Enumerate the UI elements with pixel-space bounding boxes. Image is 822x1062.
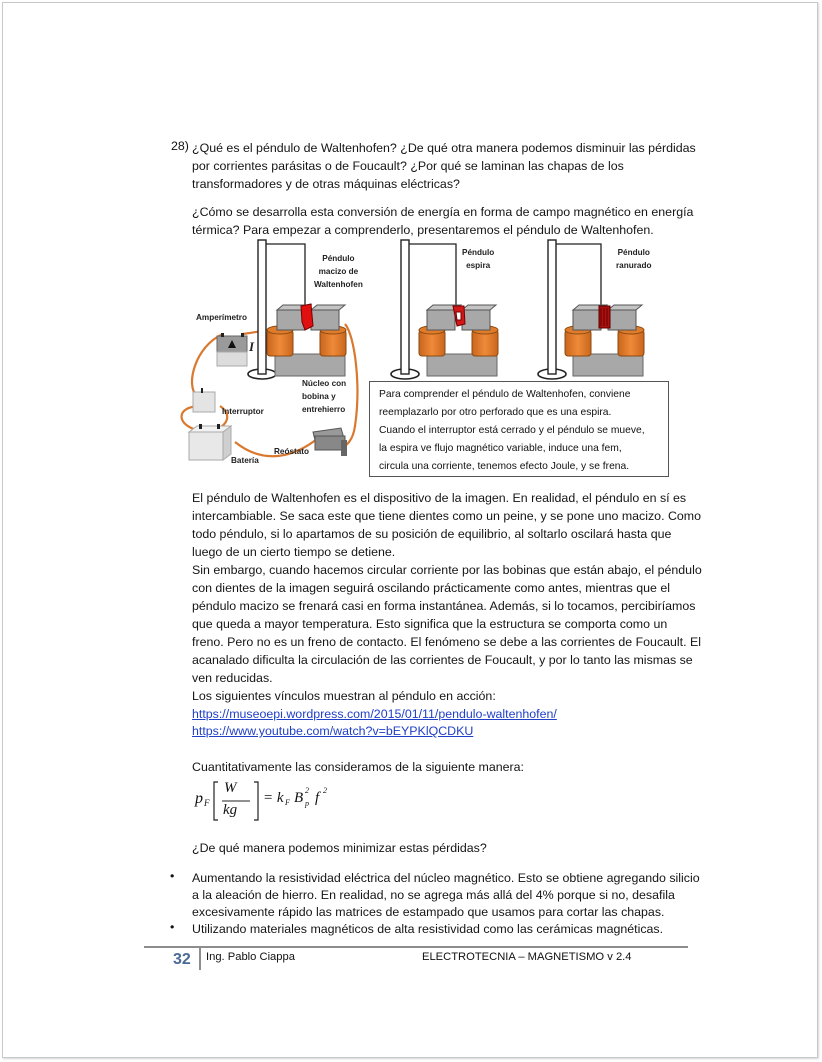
label-reostato: Reóstato bbox=[274, 447, 310, 456]
footer-separator bbox=[199, 948, 201, 970]
quantitative-intro: Cuantitativamente las consideramos de la siguiente manera: bbox=[192, 760, 524, 774]
formula-f-sup: 2 bbox=[323, 786, 327, 795]
formula-B: B bbox=[294, 790, 304, 806]
question-line: ¿Qué es el péndulo de Waltenhofen? ¿De qué otra manera podemos disminuir las pérdidas bbox=[192, 141, 696, 155]
body-line: El péndulo de Waltenhofen es el dispositivo de la imagen. En realidad, el péndulo en sí es bbox=[192, 491, 687, 505]
bullet-line: excesivamente rápido las matrices de estampado que usamos para cortar las chapas. bbox=[192, 905, 665, 919]
body-line: todo péndulo, si lo apartamos de su posición de equilibrio, al soltarlo oscilará hasta que bbox=[192, 527, 672, 541]
question-number: 28) bbox=[171, 139, 189, 153]
current-symbol: I bbox=[249, 339, 255, 354]
formula-unit-den: kg bbox=[223, 802, 238, 818]
question-line: transformadores y de otras máquinas eléctricas? bbox=[192, 177, 460, 191]
label-pendulo-espira: Péndulo espira bbox=[462, 248, 495, 270]
formula-p-sub: F bbox=[204, 798, 210, 808]
bullet-icon: • bbox=[170, 869, 175, 883]
footer-doc-title: ELECTROTECNIA – MAGNETISMO v 2.4 bbox=[422, 951, 632, 963]
formula-k-sub: F bbox=[285, 798, 290, 807]
label-interruptor: Interruptor bbox=[222, 407, 264, 416]
body-line: intercambiable. Se saca este que tiene dientes como un peine, y se pone uno macizo. Como bbox=[192, 509, 702, 523]
bullet-icon: • bbox=[170, 920, 175, 934]
question-minimize: ¿De qué manera podemos minimizar estas pérdidas? bbox=[192, 841, 487, 855]
formula-p: p bbox=[195, 790, 203, 807]
bullet-line: a la aleación de hierro. En realidad, no se agrega más allá del 4% porque si no, desafila bbox=[192, 888, 675, 902]
body-line: péndulo macizo se frenará casi en forma instantánea. Además, si lo tocamos, percibiríamos bbox=[192, 599, 696, 613]
formula-f: f bbox=[315, 790, 320, 806]
eddy-loss-formula bbox=[193, 778, 343, 822]
body-line: que queda a mayor temperatura. Esto significa que la estructura se comporta como un bbox=[192, 617, 668, 631]
body-line: freno. Pero no es un freno de contacto. El fenómeno se debe a las corrientes de Foucault. El bbox=[192, 635, 702, 649]
formula-unit-num: W bbox=[224, 780, 237, 796]
footer-rule bbox=[144, 946, 688, 948]
body-line: acanalado dificulta la circulación de las corrientes de Foucault, y por lo tanto las mismas se bbox=[192, 653, 693, 667]
intro-line: térmica? Para empezar a comprenderlo, presentaremos el péndulo de Waltenhofen. bbox=[192, 223, 654, 237]
question-line: por corrientes parásitas o de Foucault? ¿Por qué se laminan las chapas de los bbox=[192, 159, 624, 173]
formula-B-sup: 2 bbox=[305, 786, 309, 795]
link-youtube[interactable]: https://www.youtube.com/watch?v=bEYPKlQCDKU bbox=[192, 724, 474, 738]
body-line: con dientes de la imagen seguirá oscilando prácticamente como antes, mientras que el bbox=[192, 581, 671, 595]
body-line: Sin embargo, cuando hacemos circular corriente por las bobinas que están abajo, el péndulo bbox=[192, 563, 702, 577]
bullet-line: Utilizando materiales magnéticos de alta resistividad como las cerámicas magnéticas. bbox=[192, 922, 664, 936]
callout-line: reemplazarlo por otro perforado que es una espira. bbox=[379, 407, 612, 418]
label-bateria: Batería bbox=[231, 456, 259, 465]
callout-line: la espira ve flujo magnético variable, induce una fem, bbox=[379, 443, 622, 454]
intro-line: ¿Cómo se desarrolla esta conversión de energía en forma de campo magnético en energía bbox=[192, 205, 694, 219]
diagram-callout-box bbox=[369, 381, 669, 477]
body-line: ven reducidas. bbox=[192, 671, 273, 685]
label-nucleo: Núcleo con bobina y entrehierro bbox=[302, 379, 347, 414]
body-line: Los siguientes vínculos muestran al péndulo en acción: bbox=[192, 689, 496, 703]
formula-B-sub: p bbox=[305, 799, 309, 808]
bullet-line: Aumentando la resistividad eléctrica del núcleo magnético. Esto se obtiene agregando silicio bbox=[192, 871, 700, 885]
label-pendulo-ranurado: Péndulo ranurado bbox=[616, 248, 652, 270]
label-amperimetro: Amperímetro bbox=[196, 313, 247, 322]
link-museoepi[interactable]: https://museoepi.wordpress.com/2015/01/11/pendulo-waltenhofen/ bbox=[192, 707, 557, 721]
callout-line: circula una corriente, tenemos efecto Joule, y se frena. bbox=[379, 461, 630, 472]
callout-line: Cuando el interruptor está cerrado y el péndulo se mueve, bbox=[379, 425, 645, 436]
formula-eq-k: = k bbox=[263, 790, 284, 806]
callout-line: Para comprender el péndulo de Waltenhofen, conviene bbox=[379, 389, 631, 400]
footer-author: Ing. Pablo Ciappa bbox=[206, 951, 295, 963]
label-pendulo-macizo: Péndulo macizo de Waltenhofen bbox=[314, 254, 363, 289]
page-number: 32 bbox=[173, 951, 191, 968]
body-line: luego de un cierto tiempo se detiene. bbox=[192, 545, 396, 559]
